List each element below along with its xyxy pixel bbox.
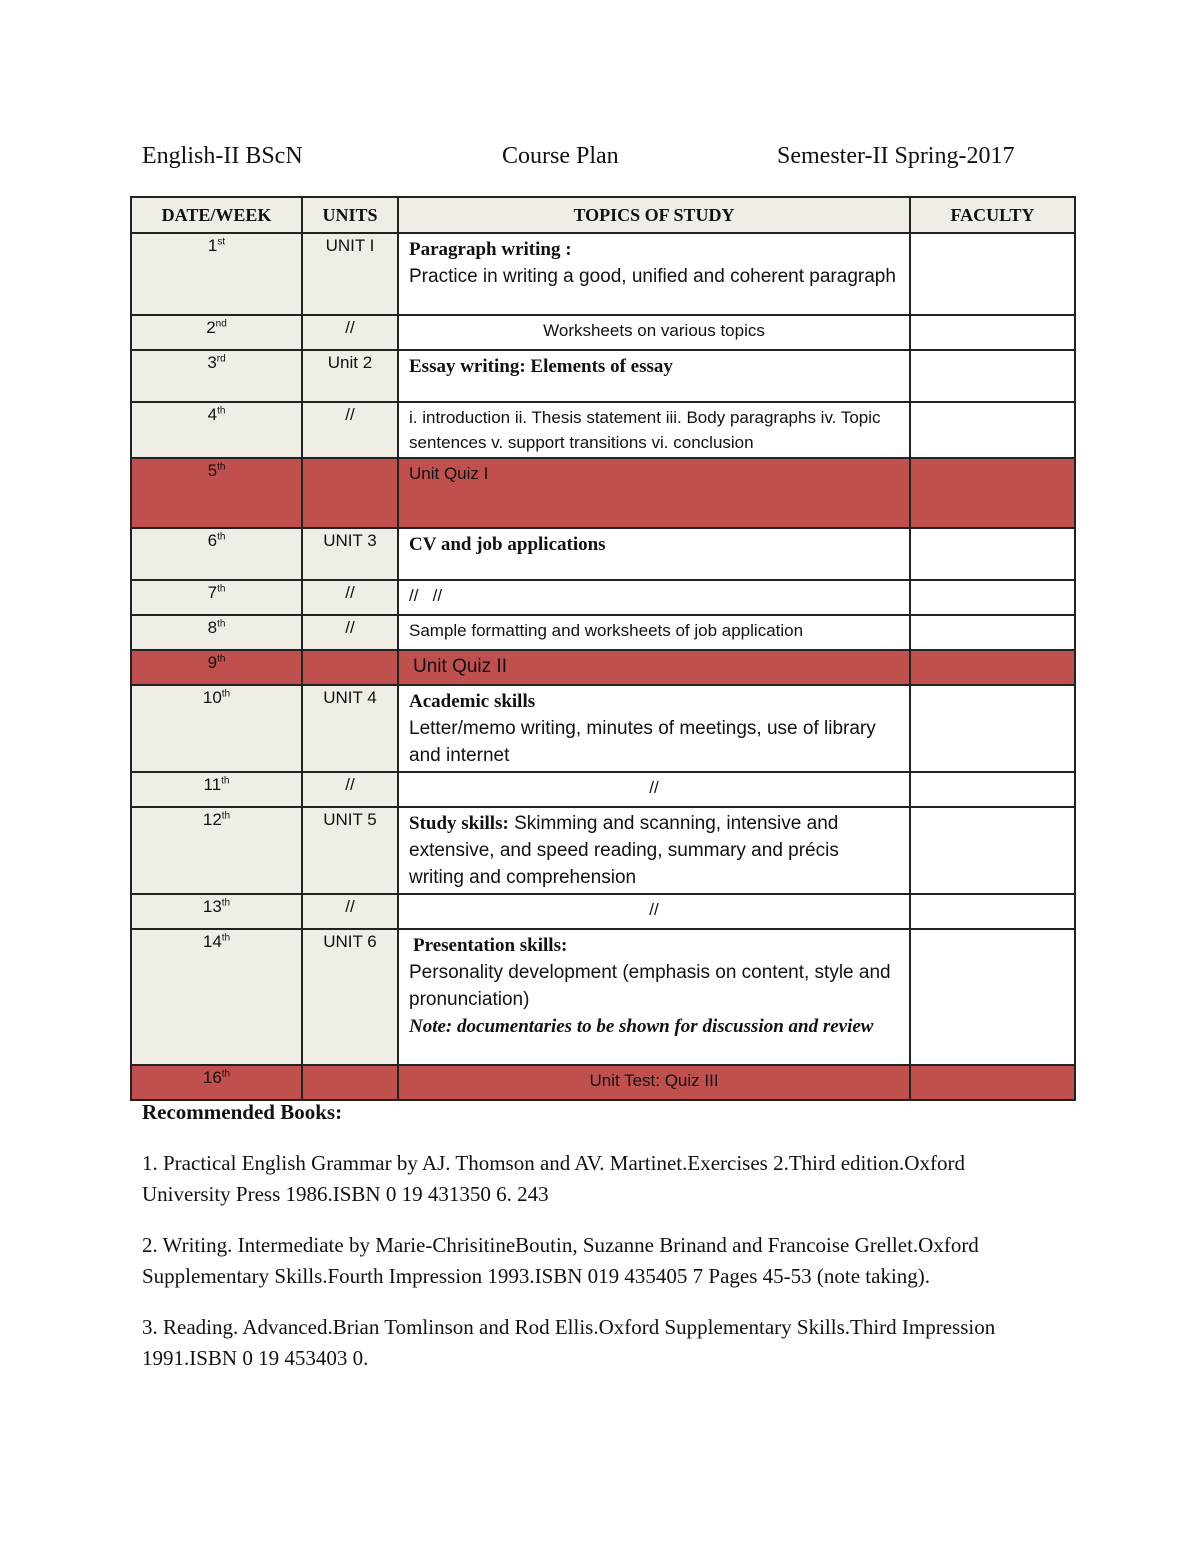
topic-text: Personality development (emphasis on content, style and pronunciation) (409, 962, 891, 1010)
faculty-cell (910, 615, 1075, 650)
column-header-topics: TOPICS OF STUDY (398, 197, 910, 233)
topic-cell: i. introduction ii. Thesis statement iii. Body paragraphs iv. Topic sentences v. support transitions vi. conclusion (398, 402, 910, 458)
topic-heading: Presentation skills: (413, 935, 568, 956)
topic-cell: Unit Quiz II (398, 650, 910, 685)
table-row (131, 350, 1075, 402)
table-row (131, 528, 1075, 580)
faculty-cell (910, 402, 1075, 458)
topic-heading: Paragraph writing : (409, 239, 572, 260)
faculty-cell (910, 350, 1075, 402)
header-semester: Semester-II Spring-2017 (777, 143, 1015, 169)
topic-cell (398, 350, 910, 402)
topic-heading: Essay writing: Elements of essay (409, 356, 673, 377)
topic-text: Letter/memo writing, minutes of meetings, use of library and internet (409, 718, 876, 766)
week-cell: 1st (131, 233, 302, 315)
week-cell: 9th (131, 650, 302, 685)
faculty-cell (910, 685, 1075, 772)
unit-cell: Unit 2 (302, 350, 398, 402)
column-header-units: UNITS (302, 197, 398, 233)
book-item: 1. Practical English Grammar by AJ. Thomson and AV. Martinet.Exercises 2.Third edition.Oxford University Press 1986.ISBN 0 19 431350 6. 243 (142, 1151, 965, 1206)
table-row (131, 894, 1075, 929)
unit-cell: // (302, 315, 398, 350)
faculty-cell (910, 580, 1075, 615)
topic-cell (398, 528, 910, 580)
table-row (131, 685, 1075, 772)
faculty-cell (910, 315, 1075, 350)
week-cell: 12th (131, 807, 302, 894)
topic-cell: // (398, 894, 910, 929)
table-row (131, 315, 1075, 350)
unit-cell (302, 458, 398, 528)
table-row (131, 772, 1075, 807)
recommended-books (142, 1097, 1042, 1394)
unit-cell: UNIT 3 (302, 528, 398, 580)
quiz-row (131, 1065, 1075, 1100)
topic-note: Note: documentaries to be shown for discussion and review (409, 1016, 874, 1037)
week-cell: 16th (131, 1065, 302, 1100)
topic-heading: Study skills: (409, 813, 509, 834)
faculty-cell (910, 772, 1075, 807)
unit-cell: UNIT 5 (302, 807, 398, 894)
unit-cell (302, 650, 398, 685)
topic-heading: Academic skills (409, 691, 536, 712)
unit-cell: // (302, 772, 398, 807)
topic-cell: // // (398, 580, 910, 615)
week-cell: 14th (131, 929, 302, 1065)
week-cell: 11th (131, 772, 302, 807)
topic-cell: // (398, 772, 910, 807)
topic-cell (398, 807, 910, 894)
unit-cell: // (302, 402, 398, 458)
header-document-title: Course Plan (502, 143, 619, 169)
week-cell: 8th (131, 615, 302, 650)
table-row (131, 929, 1075, 1065)
week-cell: 6th (131, 528, 302, 580)
topic-cell (398, 685, 910, 772)
unit-cell: // (302, 615, 398, 650)
book-item: 3. Reading. Advanced.Brian Tomlinson and Rod Ellis.Oxford Supplementary Skills.Third Impression 1991.ISBN 0 19 453403 0. (142, 1315, 996, 1370)
topic-text: Practice in writing a good, unified and coherent paragraph (409, 266, 896, 287)
unit-cell: UNIT 4 (302, 685, 398, 772)
week-cell: 5th (131, 458, 302, 528)
column-header-week: DATE/WEEK (131, 197, 302, 233)
book-item: 2. Writing. Intermediate by Marie-ChrisitineBoutin, Suzanne Brinand and Francoise Grellet.Oxford Supplementary Skills.Fourth Impression 1993.ISBN 019 435405 7 Pages 45-53 (note taking). (142, 1233, 979, 1288)
week-cell: 13th (131, 894, 302, 929)
topic-cell: Unit Quiz I (398, 458, 910, 528)
topic-heading: CV and job applications (409, 534, 606, 555)
unit-cell: UNIT I (302, 233, 398, 315)
week-cell: 4th (131, 402, 302, 458)
quiz-row (131, 650, 1075, 685)
unit-cell: UNIT 6 (302, 929, 398, 1065)
table-row (131, 807, 1075, 894)
books-title: Recommended Books: (142, 1100, 343, 1124)
topic-cell (398, 929, 910, 1065)
faculty-cell (910, 929, 1075, 1065)
faculty-cell (910, 894, 1075, 929)
unit-cell (302, 1065, 398, 1100)
unit-cell: // (302, 580, 398, 615)
faculty-cell (910, 807, 1075, 894)
faculty-cell (910, 233, 1075, 315)
faculty-cell (910, 650, 1075, 685)
topic-cell (398, 233, 910, 315)
table-row (131, 233, 1075, 315)
unit-cell: // (302, 894, 398, 929)
faculty-cell (910, 528, 1075, 580)
column-header-faculty: FACULTY (910, 197, 1075, 233)
week-cell: 3rd (131, 350, 302, 402)
faculty-cell (910, 458, 1075, 528)
quiz-row (131, 458, 1075, 528)
week-cell: 2nd (131, 315, 302, 350)
table-header-row (131, 197, 1075, 233)
course-plan-table (130, 196, 1076, 1101)
week-cell: 7th (131, 580, 302, 615)
header-course-title: English-II BScN (142, 143, 303, 169)
topic-text: Skimming and scanning, intensive and extensive, and speed reading, summary and précis writing and comprehension (409, 813, 839, 888)
week-cell: 10th (131, 685, 302, 772)
table-row (131, 402, 1075, 458)
table-row (131, 615, 1075, 650)
table-row (131, 580, 1075, 615)
topic-cell: Unit Test: Quiz III (398, 1065, 910, 1100)
topic-cell: Worksheets on various topics (398, 315, 910, 350)
topic-cell: Sample formatting and worksheets of job application (398, 615, 910, 650)
faculty-cell (910, 1065, 1075, 1100)
